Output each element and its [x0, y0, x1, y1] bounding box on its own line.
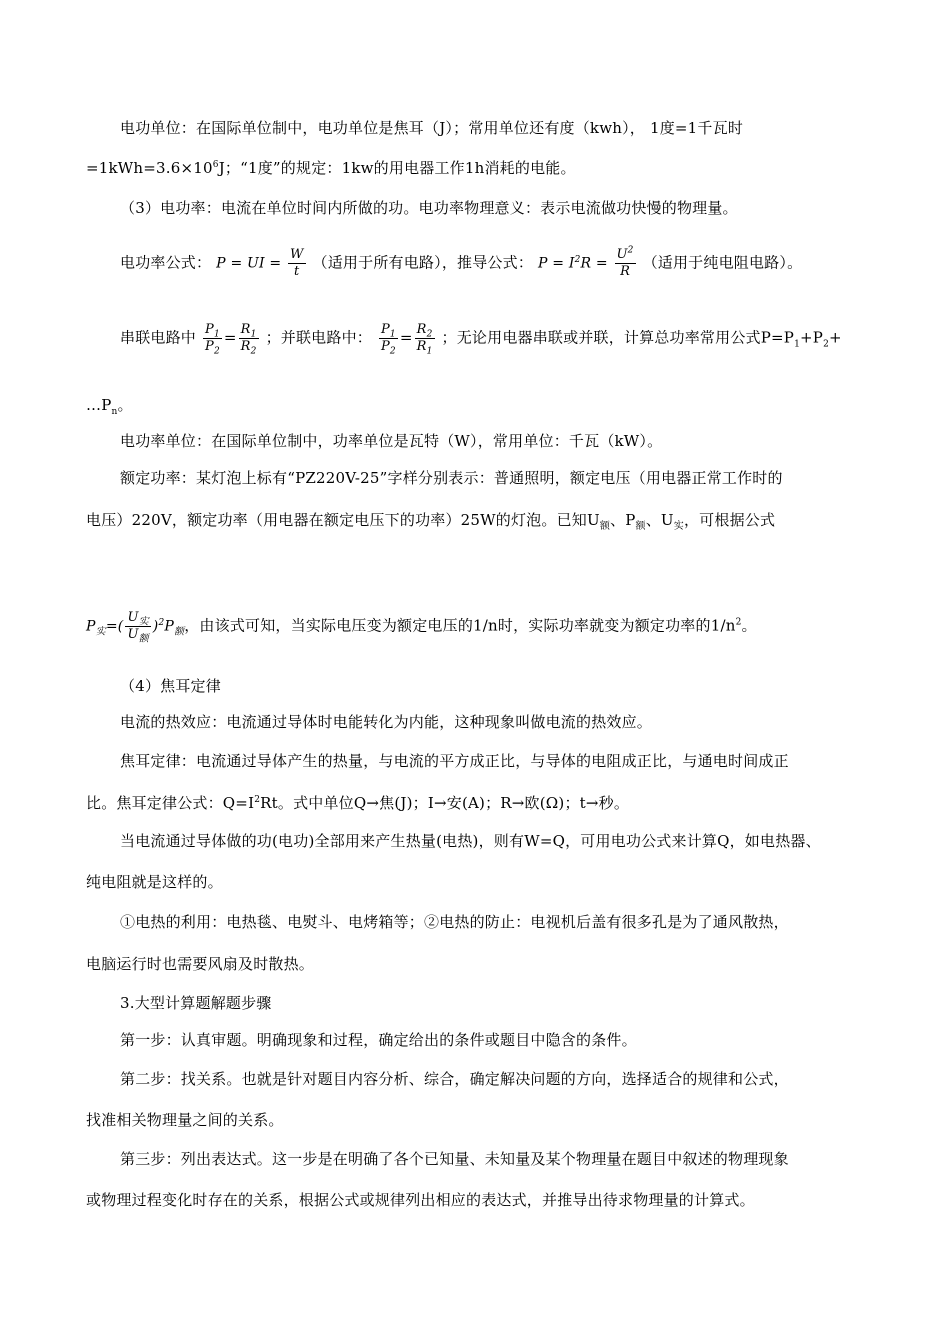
numerator [615, 247, 636, 264]
derived-formula [538, 247, 638, 280]
numerator [239, 322, 259, 339]
text: …P [86, 396, 112, 414]
paragraph-line [120, 912, 789, 932]
text: 电脑运行时也需要风扇及时散热。 [86, 955, 315, 973]
formula-text: P = I [538, 255, 575, 272]
numerator-text: P [380, 322, 390, 337]
numerator [415, 322, 435, 339]
text: 额定功率：某灯泡上标有“PZ220V-25”字样分别表示：普通照明，额定电压（用电器正常工作时的 [120, 469, 783, 487]
text: ①电热的利用：电热毯、电熨斗、电烤箱等；②电热的防止：电视机后盖有很多孔是为了通风散热， [120, 913, 789, 931]
text: 电压）220V，额定功率（用电器在额定电压下的功率）25W的灯泡。已知U [86, 511, 600, 529]
text: 、P [610, 511, 636, 529]
text: 电功单位：在国际单位制中，电功单位是焦耳（J）；常用单位还有度（kwh）， 1度=1千瓦时 [120, 119, 744, 137]
numerator [125, 610, 150, 627]
section-heading [120, 993, 272, 1013]
paragraph-line [120, 1030, 637, 1050]
denominator [239, 339, 259, 355]
superscript: 2 [254, 795, 261, 805]
paragraph-line [120, 712, 652, 732]
paragraph-line [86, 158, 576, 178]
subscript: 2 [250, 346, 257, 357]
denominator [415, 339, 435, 355]
text: Rt。式中单位Q→焦(J)；I→安(A)；R→欧(Ω)；t→秒。 [260, 794, 630, 812]
subscript: 1 [389, 329, 396, 340]
paragraph-line [120, 322, 842, 355]
paragraph-line [86, 872, 223, 892]
equals-sign: = [399, 328, 413, 347]
text: 。 [741, 616, 757, 635]
equals-sign: = [223, 328, 237, 347]
denominator-text: P [380, 339, 390, 354]
paragraph-line [120, 468, 783, 488]
text: （4）焦耳定律 [120, 677, 221, 695]
paragraph-line [86, 610, 757, 643]
text: 串联电路中 [120, 328, 197, 347]
paren: ) [152, 618, 159, 635]
fraction [239, 322, 259, 355]
fraction [615, 247, 636, 280]
text: 焦耳定律：电流通过导体产生的热量，与电流的平方成正比，与导体的电阻成正比，与通电时间成正 [120, 752, 789, 770]
rated-power-formula [86, 610, 184, 643]
paragraph-line [120, 831, 821, 851]
text: ；并联电路中： [265, 328, 372, 347]
paragraph-line [120, 247, 802, 280]
fraction [125, 610, 150, 643]
subscript: 2 [389, 346, 396, 357]
subscript: n [111, 407, 118, 417]
paragraph-line [120, 1069, 789, 1089]
denominator: t [294, 264, 300, 279]
superscript: 2 [158, 617, 165, 628]
formula-text: P [86, 618, 96, 635]
subscript: 额 [174, 626, 185, 638]
text: 当电流通过导体做的功(电功)全部用来产生热量(电热)，则有W=Q，可用电功公式来计算Q，如电热器、 [120, 832, 821, 850]
text: 或物理过程变化时存在的关系，根据公式或规律列出相应的表达式，并推导出待求物理量的计算式。 [86, 1191, 755, 1209]
numerator-text: P [204, 322, 214, 337]
denominator [203, 339, 222, 355]
equals-sign: = [105, 618, 118, 635]
subscript: 额 [635, 521, 646, 532]
text: +P [800, 328, 824, 347]
text: 电功率单位：在国际单位制中，功率单位是瓦特（W），常用单位：千瓦（kW）。 [120, 432, 663, 450]
text: （适用于纯电阻电路）。 [642, 253, 803, 272]
subscript: 1 [213, 329, 220, 340]
fraction [415, 322, 435, 355]
superscript: 2 [574, 254, 581, 265]
paragraph-line [86, 395, 133, 415]
subscript: 实 [673, 521, 684, 532]
denominator [379, 339, 398, 355]
denominator-text: P [204, 339, 214, 354]
text: 第二步：找关系。也就是针对题目内容分析、综合，确定解决问题的方向，选择适合的规律和公式， [120, 1070, 789, 1088]
denominator: R [620, 264, 631, 279]
paragraph-line [86, 954, 314, 974]
text: J；“1度”的规定：1kw的用电器工作1h消耗的电能。 [218, 159, 576, 177]
power-formula [216, 247, 307, 280]
text: 找准相关物理量之间的关系。 [86, 1111, 284, 1129]
paragraph-line [120, 118, 743, 138]
denominator-text: R [416, 339, 427, 354]
fraction [379, 322, 398, 355]
text: 电功率公式： [120, 253, 212, 272]
text: ，可根据公式 [683, 511, 776, 529]
numerator-text: R [416, 322, 427, 337]
formula-text: R = [580, 255, 613, 272]
subscript: 实 [95, 626, 106, 638]
text: 3.大型计算题解题步骤 [120, 994, 272, 1012]
denominator-text: U [127, 627, 139, 642]
denominator-text: R [240, 339, 251, 354]
paragraph-line [120, 751, 789, 771]
paragraph-line [86, 1110, 284, 1130]
text: （适用于所有电路），推导公式： [312, 253, 534, 272]
text: 、U [645, 511, 674, 529]
text: ，由该式可知，当实际电压变为额定电压的1/n时，实际功率就变为额定功率的1/n [184, 616, 736, 635]
subscript: 额 [599, 521, 611, 532]
superscript: 2 [627, 245, 634, 256]
numerator: W [289, 247, 304, 262]
subscript: 2 [213, 346, 220, 357]
text: 第三步：列出表达式。这一步是在明确了各个已知量、未知量及某个物理量在题目中叙述的物理现象 [120, 1150, 789, 1168]
paragraph-line [120, 198, 738, 218]
text: 。 [117, 396, 133, 414]
text: （3）电功率：电流在单位时间内所做的功。电功率物理意义：表示电流做功快慢的物理量。 [120, 199, 738, 217]
text: =1kWh=3.6×10 [86, 159, 213, 177]
section-heading [120, 676, 221, 696]
subscript: 2 [823, 339, 830, 350]
subscript: 2 [426, 329, 433, 340]
paragraph-line [120, 431, 662, 451]
text: 电流的热效应：电流通过导体时电能转化为内能，这种现象叫做电流的热效应。 [120, 713, 653, 731]
numerator-text: R [240, 322, 251, 337]
text: 纯电阻就是这样的。 [86, 873, 223, 891]
formula-text: P = UI = [216, 255, 286, 272]
numerator [203, 322, 222, 339]
text: ；无论用电器串联或并联，计算总功率常用公式P=P [441, 328, 795, 347]
paragraph-line [86, 793, 629, 813]
numerator-text: U [616, 247, 628, 262]
paragraph-line [86, 1190, 755, 1210]
subscript: 1 [250, 329, 257, 340]
paren: ( [117, 618, 124, 635]
paragraph-line [120, 1149, 789, 1169]
superscript: 6 [212, 160, 219, 170]
numerator-text: U [127, 610, 139, 625]
denominator [125, 627, 150, 643]
fraction [288, 247, 306, 280]
numerator [379, 322, 398, 339]
paragraph-line [86, 510, 775, 530]
subscript: 1 [426, 346, 433, 357]
text: 比。焦耳定律公式：Q=I [86, 794, 255, 812]
subscript: 实 [138, 616, 149, 628]
text: 第一步：认真审题。明确现象和过程，确定给出的条件或题目中隐含的条件。 [120, 1031, 637, 1049]
fraction [203, 322, 222, 355]
superscript: 2 [735, 617, 742, 628]
subscript: 1 [794, 339, 801, 350]
text: + [829, 328, 842, 347]
subscript: 额 [138, 633, 149, 645]
formula-text: P [164, 618, 175, 635]
